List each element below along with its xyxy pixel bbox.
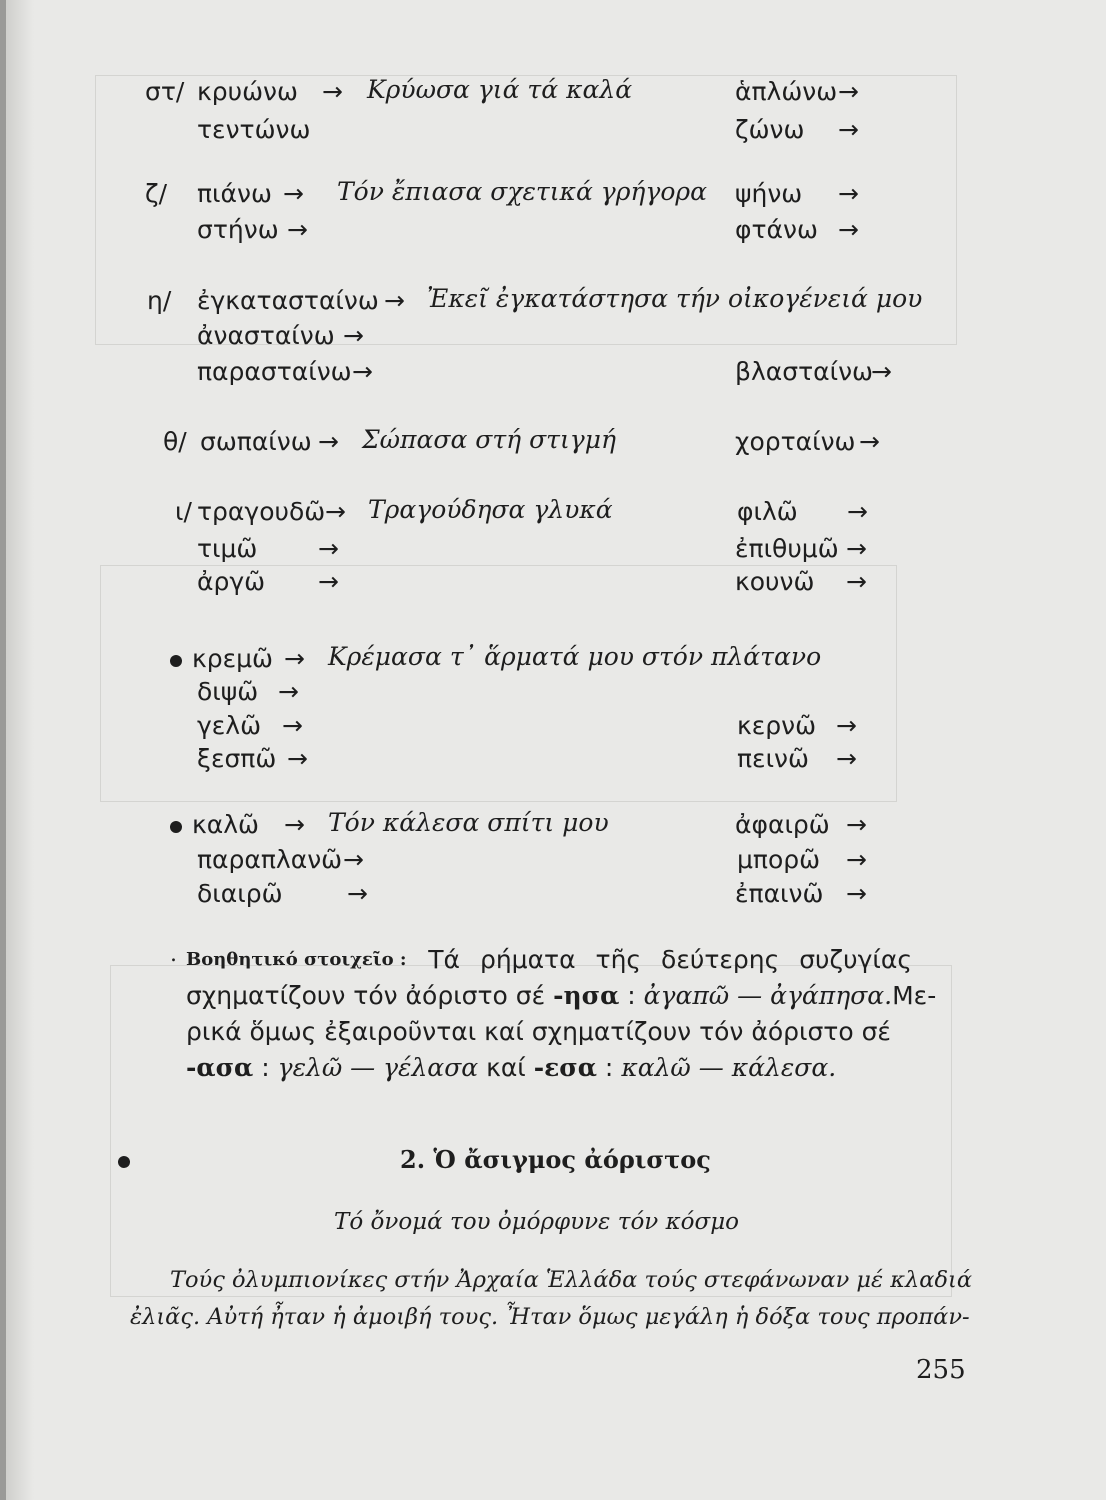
helper-text-line3: ρικά ὅμως ἐξαιροῦνται καί σχηματίζουν τόν ἀόριστο σέ: [186, 1017, 891, 1046]
verb-right: πεινῶ: [737, 744, 809, 773]
example-sentence: Τραγούδησα γλυκά: [368, 495, 613, 524]
arrow: →: [352, 357, 373, 386]
verb: παρασταίνω: [197, 357, 352, 386]
verb-right: κουνῶ: [735, 567, 815, 596]
verb-right: ζώνω: [735, 115, 805, 144]
verb-group-label: ι/: [175, 497, 192, 526]
helper-paragraph: Βοηθητικό στοιχεῖο : Τά ρήματα τῆς δεύτερης συζυγίας σχηματίζουν τόν ἀόριστο σέ -ησα : ἀγαπῶ — ἀγάπησα. Με- ρικά ὅμως ἐξαιροῦνται καί σχηματίζουν τόν ἀόριστο σέ -ασα : γελῶ — γέλασα καί -εσα : καλῶ — κάλεσα.: [186, 942, 912, 1086]
arrow: →: [838, 77, 859, 106]
arrow: →: [838, 115, 859, 144]
example-sentence: Τόν ἔπιασα σχετικά γρήγορα: [337, 177, 707, 206]
helper-text-line2-end: Με-: [892, 981, 937, 1010]
arrow: →: [343, 845, 364, 874]
verb-group-label: η/: [147, 286, 172, 315]
arrow: →: [284, 810, 305, 839]
arrow: →: [871, 357, 892, 386]
verb-group-label: ζ/: [145, 179, 168, 208]
arrow: →: [836, 711, 857, 740]
bullet-icon: [170, 821, 182, 833]
page-gutter-shadow: [6, 0, 34, 1500]
suffix-hsa: -ησα: [553, 981, 620, 1010]
verb-right: ἁπλώνω: [735, 77, 838, 106]
example-sentence: Κρύωσα γιά τά καλά: [367, 75, 633, 104]
verb: στήνω: [197, 215, 279, 244]
arrow: →: [318, 567, 339, 596]
arrow: →: [318, 427, 339, 456]
verb-right: χορταίνω: [735, 427, 856, 456]
verb: γελῶ: [197, 711, 262, 740]
arrow: →: [846, 879, 867, 908]
example-sentence: Σώπασα στή στιγμή: [362, 425, 616, 454]
arrow: →: [347, 879, 368, 908]
arrow: →: [836, 744, 857, 773]
arrow: →: [384, 286, 405, 315]
section-title: 2. Ὁ ἄσιγμος ἀόριστος: [400, 1145, 711, 1174]
helper-text-line2: σχηματίζουν τόν ἀόριστο σέ: [186, 981, 546, 1010]
arrow: →: [838, 179, 859, 208]
verb: τραγουδῶ: [197, 497, 326, 526]
bullet-icon: [170, 655, 182, 667]
verb: διαιρῶ: [197, 879, 283, 908]
verb: κρεμῶ: [192, 644, 273, 673]
verb: τιμῶ: [197, 534, 258, 563]
example-sentence: Κρέμασα τ᾿ ἅρματά μου στόν πλάτανο: [328, 642, 822, 671]
body-line-1: Τούς ὀλυμπιονίκες στήν Ἀρχαία Ἑλλάδα τούς στεφάνωναν μέ κλαδιά: [170, 1267, 973, 1293]
section-subtitle: Τό ὄνομά του ὀμόρφυνε τόν κόσμο: [334, 1209, 740, 1235]
arrow: →: [284, 644, 305, 673]
arrow: →: [838, 215, 859, 244]
helper-dot: .: [170, 942, 177, 967]
example-gelo: γελῶ — γέλασα: [277, 1053, 479, 1082]
verb-right: μπορῶ: [737, 845, 821, 874]
verb: ἀργῶ: [197, 567, 266, 596]
page-number: 255: [916, 1355, 966, 1385]
arrow: →: [847, 497, 868, 526]
verb: καλῶ: [192, 810, 259, 839]
arrow: →: [846, 567, 867, 596]
verb-right: ἐπαινῶ: [735, 879, 824, 908]
arrow: →: [859, 427, 880, 456]
arrow: →: [282, 711, 303, 740]
arrow: →: [318, 534, 339, 563]
example-sentence: Ἐκεῖ ἐγκατάστησα τήν οἰκογένειά μου: [427, 284, 923, 313]
helper-label: Βοηθητικό στοιχεῖο :: [186, 949, 407, 970]
arrow: →: [846, 845, 867, 874]
helper-text-line1: Τά ρήματα τῆς δεύτερης συζυγίας: [428, 945, 912, 974]
example-agapo: ἀγαπῶ — ἀγάπησα.: [643, 981, 893, 1010]
arrow: →: [322, 77, 343, 106]
verb-right: βλασταίνω: [735, 357, 873, 386]
verb-group-label: στ/: [145, 77, 185, 106]
verb-right: ἀφαιρῶ: [735, 810, 830, 839]
arrow: →: [287, 215, 308, 244]
helper-and: καί: [486, 1053, 526, 1082]
verb: κρυώνω: [197, 77, 298, 106]
verb-right: κερνῶ: [737, 711, 817, 740]
arrow: →: [278, 677, 299, 706]
body-line-2: ἐλιᾶς. Αὐτή ἦταν ἡ ἀμοιβή τους. Ἦταν ὅμως μεγάλη ἡ δόξα τους προπάν-: [130, 1304, 970, 1330]
verb-right: φτάνω: [735, 215, 818, 244]
example-sentence: Τόν κάλεσα σπίτι μου: [328, 808, 609, 837]
verb-right: φιλῶ: [737, 497, 798, 526]
arrow: →: [325, 497, 346, 526]
verb-right: ψήνω: [735, 179, 803, 208]
verb-group-label: θ/: [163, 427, 187, 456]
example-kalo: καλῶ — κάλεσα.: [621, 1053, 837, 1082]
arrow: →: [846, 534, 867, 563]
arrow: →: [846, 810, 867, 839]
suffix-asa: -ασα: [186, 1053, 254, 1082]
verb: διψῶ: [197, 677, 259, 706]
verb: σωπαίνω: [200, 427, 312, 456]
bullet-icon: [118, 1156, 130, 1168]
arrow: →: [283, 179, 304, 208]
suffix-esa: -εσα: [533, 1053, 597, 1082]
verb: ἐγκατασταίνω: [197, 286, 379, 315]
arrow: →: [343, 321, 364, 350]
verb: πιάνω: [197, 179, 272, 208]
verb: ἀνασταίνω: [197, 321, 335, 350]
verb: τεντώνω: [197, 115, 311, 144]
arrow: →: [287, 744, 308, 773]
verb-right: ἐπιθυμῶ: [735, 534, 839, 563]
verb: παραπλανῶ: [197, 845, 343, 874]
verb: ξεσπῶ: [197, 744, 277, 773]
